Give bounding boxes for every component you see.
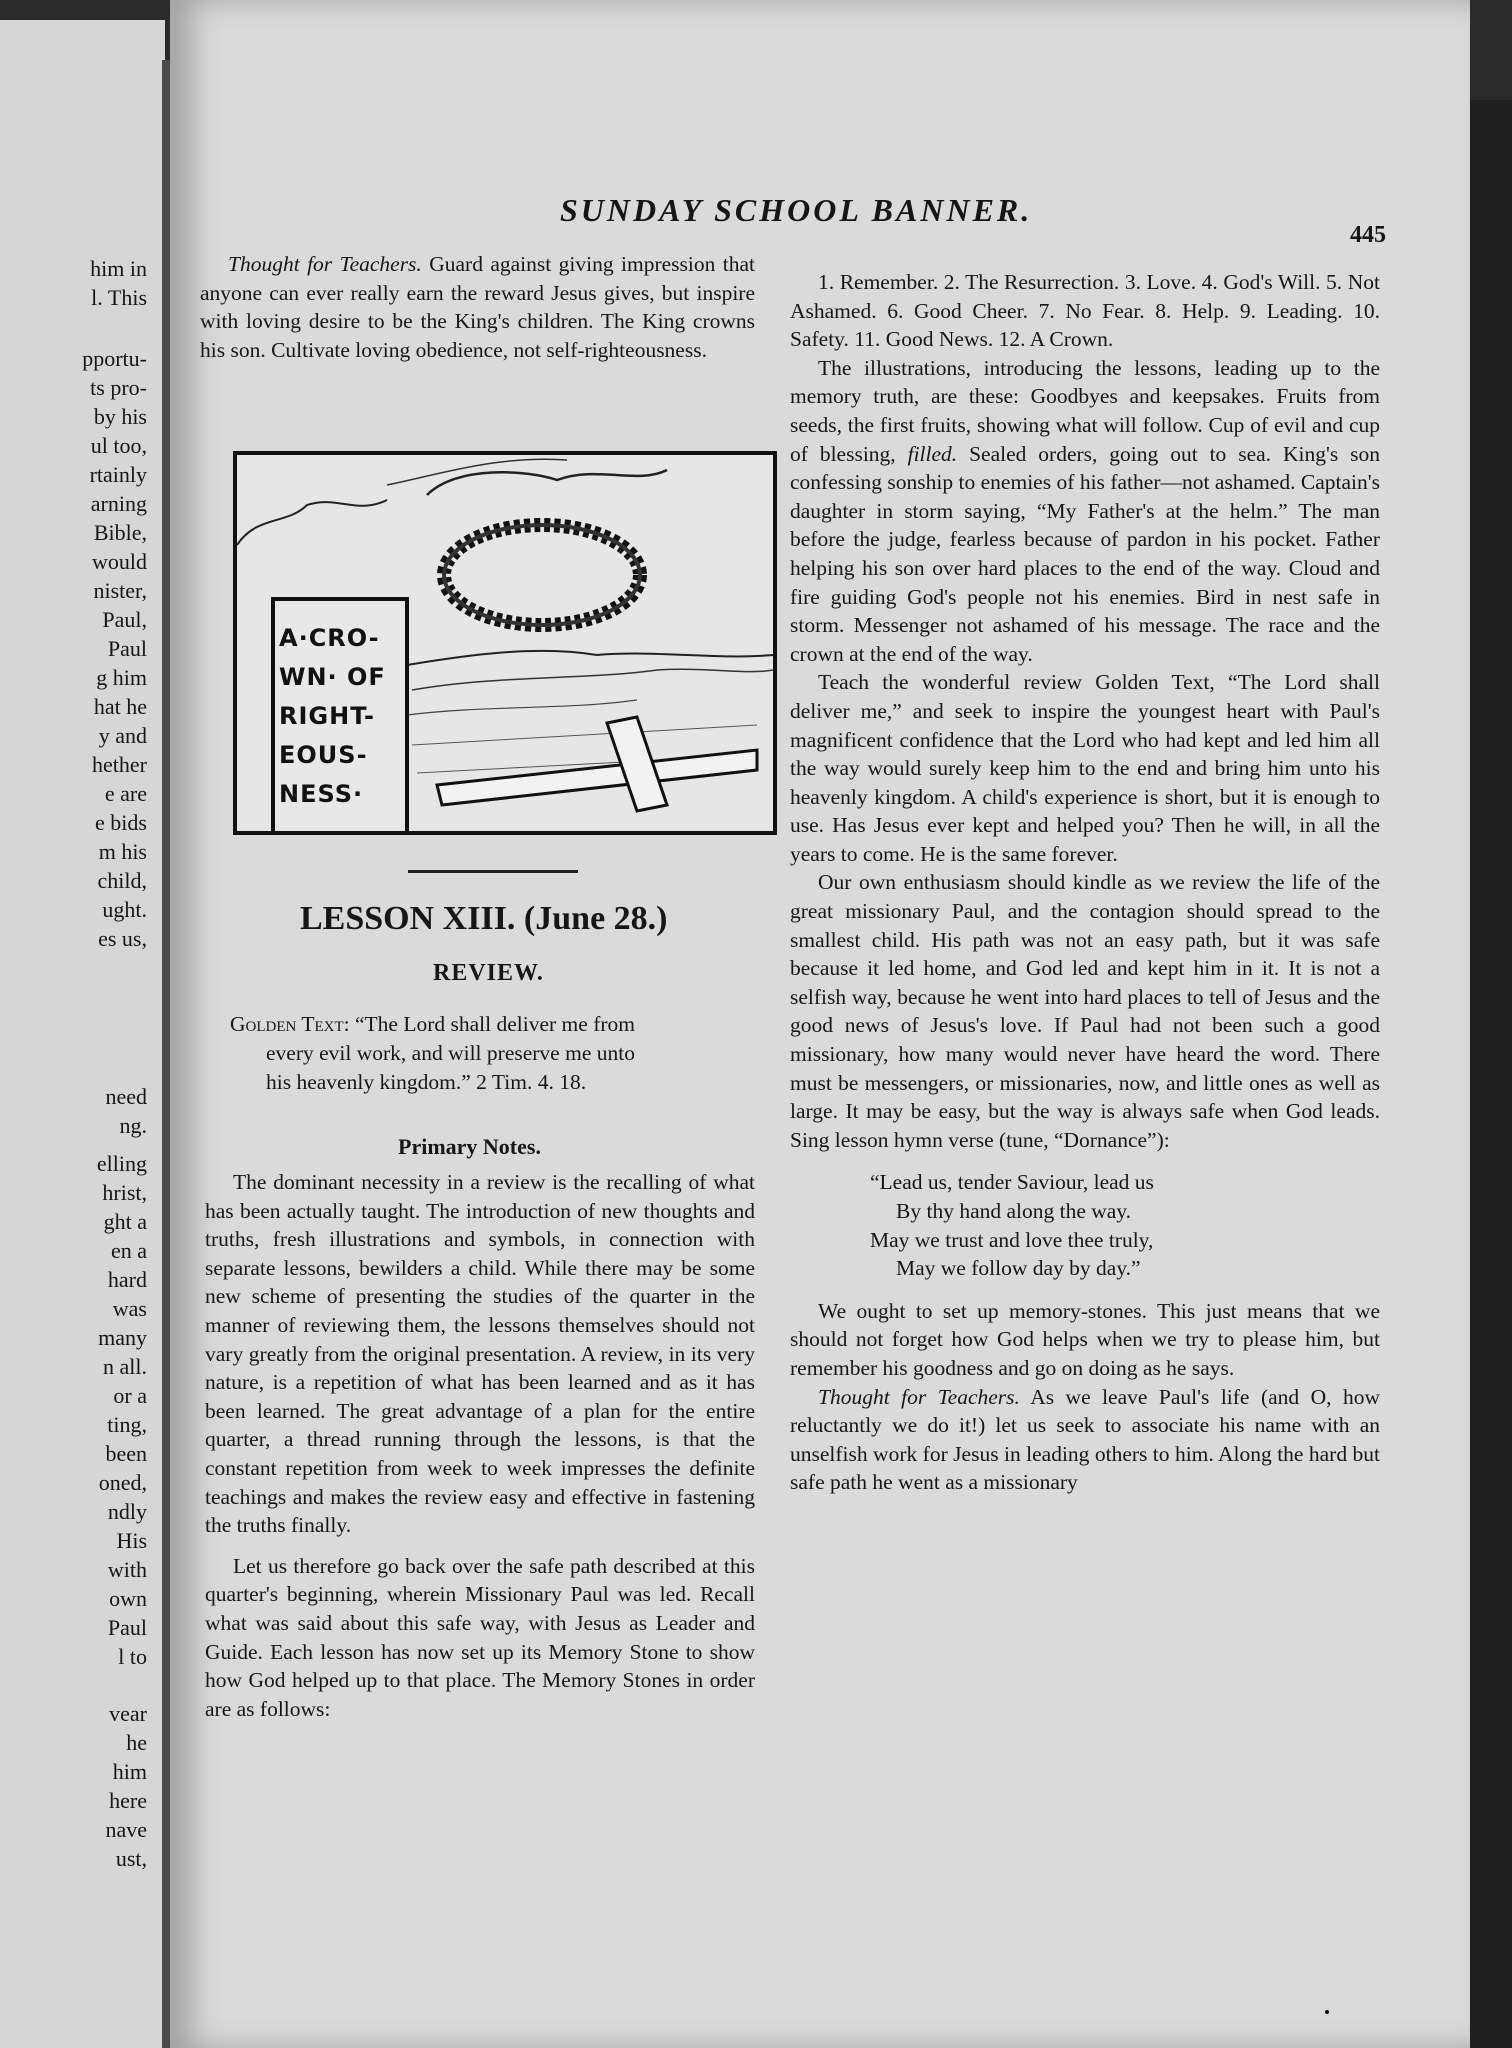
- crown-of-righteousness-illustration: [233, 451, 777, 835]
- thought-for-teachers-bottom: [790, 1383, 1380, 1497]
- left-page-fragment: pportu-: [82, 346, 147, 371]
- left-page-fragment: Bible,: [93, 520, 147, 545]
- left-page-fragment: ts pro-: [90, 375, 147, 400]
- golden-text: [230, 1010, 770, 1097]
- left-page-fragment: oned,: [98, 1470, 147, 1495]
- primary-notes-heading: Primary Notes.: [398, 1134, 541, 1159]
- left-page-fragment: vear: [109, 1701, 147, 1726]
- page-edge: [1470, 100, 1512, 2048]
- sign-line: A·CRO-: [279, 624, 380, 652]
- illustrations-text-a: The illustrations, introducing the lessons, leading up to the memory truth, are these: Goodbyes and keepsakes. Fruits from seeds, the first fruits, showing what will follow. Cup of evil and cup of blessing,: [790, 355, 1380, 466]
- left-page-fragment: or a: [113, 1383, 147, 1408]
- left-page-fragment: ndly: [107, 1499, 147, 1524]
- left-page-fragment: hether: [92, 752, 147, 777]
- left-page-fragment: arning: [90, 491, 147, 516]
- right-column: [790, 268, 1380, 1497]
- left-page-fragment: Paul: [107, 1615, 147, 1640]
- left-page-fragment: been: [105, 1441, 147, 1466]
- left-page-fragment: ng.: [119, 1113, 147, 1138]
- golden-text-line-3: his heavenly kingdom.” 2 Tim. 4. 18.: [266, 1070, 587, 1094]
- left-page-fragment: g him: [96, 665, 147, 690]
- left-page-fragment: en a: [110, 1238, 147, 1263]
- left-page-fragment: with: [107, 1557, 147, 1582]
- sign-line: RIGHT-: [279, 702, 375, 730]
- left-page-fragment: would: [92, 549, 147, 574]
- left-page-fragment: rtainly: [89, 462, 147, 487]
- hymn-line-4: May we follow day by day.”: [896, 1256, 1141, 1281]
- left-page-fragment: Paul: [107, 636, 147, 661]
- memory-stone-sign: [271, 597, 409, 831]
- left-page-fragment: nister,: [93, 578, 147, 603]
- left-page-fragment: y and: [98, 723, 147, 748]
- left-page-fragment: by his: [93, 404, 147, 429]
- left-page-fragment: n all.: [103, 1354, 147, 1379]
- thought-lead: Thought for Teachers.: [228, 252, 422, 276]
- illustrations-text-b: Sealed orders, going out to sea. King's son confessing sonship to enemies of his father—not ashamed. Captain's daughter in storm saying, “My Father's at the helm.” The man before the judge, fearless because of pardon in his pocket. Father helping his son over hard places to the end of the way. Cloud and fire guiding God's people not his enemies. Bird in nest safe in storm. Messenger not ashamed of his message. The race and the crown at the end of the way.: [790, 441, 1380, 666]
- lesson-title: LESSON XIII. (June 28.): [300, 900, 668, 937]
- primary-paragraph-2: Let us therefore go back over the safe path described at this quarter's beginning, wherein Missionary Paul was led. Recall what was said about this safe way, with Jesus as Leader and Guide. Each lesson has now set up its Memory Stone to show how God helped up to that place. The Memory Stones in order are as follows:: [205, 1553, 755, 1721]
- golden-text-line-1: : “The Lord shall deliver me from: [343, 1012, 635, 1036]
- sign-line: NESS·: [279, 780, 364, 808]
- sign-line: WN· OF: [279, 663, 386, 691]
- ink-speck: [1325, 2010, 1329, 2014]
- hymn-line-2: By thy hand along the way.: [896, 1199, 1132, 1223]
- running-header: SUNDAY SCHOOL BANNER.: [560, 192, 1033, 228]
- enthusiasm-paragraph: Our own enthusiasm should kindle as we review the life of the great missionary Paul, and the contagion should spread to the smallest child. His path was not an easy path, but it was safe because it led home, and God led and kept him in it. It is not a selfish way, because he went into hard places to tell of Jesus and the good news of Jesus's love. If Paul had not been such a good missionary, how many would never have heard the word. There must be messengers, or missionaries, now, and little ones as well as large. It may be easy, but the way is always safe when God leads. Sing lesson hymn verse (tune, “Dornance”):: [790, 870, 1380, 1152]
- left-page-fragment: ght a: [103, 1209, 147, 1234]
- left-page-fragment: Paul,: [102, 607, 147, 632]
- left-page-fragment: many: [98, 1325, 147, 1350]
- left-page-fragment: m his: [98, 839, 147, 864]
- left-page-fragment: ught.: [102, 897, 147, 922]
- left-page-fragment: ting,: [107, 1412, 147, 1437]
- left-page-fragment: hard: [107, 1267, 147, 1292]
- thought-text: Guard against giving impression that anyone can ever really earn the reward Jesus gives, but inspire with loving desire to be the King's children. The King crowns his son. Cultivate loving obedience, not self-righteousness.: [200, 252, 756, 362]
- primary-paragraph-1: The dominant necessity in a review is the recalling of what has been actually taught. The introduction of new thoughts and truths, fresh illustrations and symbols, in connection with separate lessons, bewilders a child. While there may be some new scheme of presenting the studies of the quarter in the manner of reviewing them, the lessons themselves should not vary greatly from the original presentation. A review, in its very nature, is a repetition of what has been learned and as it has been learned. The great advantage of a plan for the entire quarter, a thread running through the lessons, is that the constant repetition from week to week impresses the definite teachings and makes the review easy and effective in fastening the truths finally.: [205, 1170, 755, 1538]
- memory-stones-list: 1. Remember. 2. The Resurrection. 3. Love. 4. God's Will. 5. Not Ashamed. 6. Good Cheer. 7. No Fear. 8. Help. 9. Leading. 10. Safety. 11. Good News. 12. A Crown.: [790, 270, 1380, 352]
- section-divider: [408, 870, 578, 873]
- primary-notes-body: [205, 1168, 755, 1723]
- thought-bottom-lead: Thought for Teachers.: [818, 1384, 1020, 1409]
- left-page-fragment: child,: [97, 868, 147, 893]
- left-page-fragment: l. This: [91, 285, 147, 310]
- left-page-fragment: es us,: [98, 926, 147, 951]
- left-page-fragment: His: [116, 1528, 147, 1553]
- hymn-line-1: “Lead us, tender Saviour, lead us: [870, 1170, 1154, 1195]
- thought-for-teachers-top: [200, 250, 755, 364]
- left-page-fragment: l to: [118, 1644, 147, 1669]
- golden-text-line-2: every evil work, and will preserve me unto: [266, 1041, 635, 1065]
- page-number: 445: [1350, 222, 1386, 248]
- left-page-fragment: he: [126, 1730, 147, 1755]
- thought-bottom-text: As we leave Paul's life (and O, how reluctantly we do it!) let us seek to associate his name with an unselfish work for Jesus in leading others to him. Along the hard but safe path he went as a missionary: [790, 1384, 1380, 1495]
- left-page-fragment: own: [109, 1586, 147, 1611]
- hymn-line-3: May we trust and love thee truly,: [870, 1227, 1154, 1252]
- golden-text-teaching-paragraph: Teach the wonderful review Golden Text, “The Lord shall deliver me,” and seek to inspire the youngest heart with Paul's magnificent confidence that the Lord who had kept and led him all the way would surely keep him to the end and bring him unto his heavenly kingdom. A child's experience is short, but it is enough to use. Has Jesus ever kept and helped you? Then he will, in all the years to come. He is the same forever.: [790, 670, 1380, 866]
- left-page: [0, 20, 165, 2048]
- left-page-fragment: here: [109, 1788, 147, 1813]
- illustrations-paragraph: [790, 354, 1380, 669]
- left-page-fragment: nave: [105, 1817, 147, 1842]
- memory-stones-paragraph: We ought to set up memory-stones. This just means that we should not forget how God helps when we try to please him, but remember his goodness and go on doing as he says.: [790, 1298, 1380, 1380]
- illustrations-text-italic: filled.: [907, 441, 958, 466]
- left-page-fragment: him in: [90, 256, 147, 281]
- left-page-fragment: e are: [104, 781, 147, 806]
- left-page-fragment: elling: [96, 1151, 147, 1176]
- left-page-fragment: ust,: [115, 1846, 147, 1871]
- left-page-fragment: e bids: [95, 810, 147, 835]
- left-page-fragment: hrist,: [102, 1180, 147, 1205]
- left-page-fragment: hat he: [93, 694, 147, 719]
- left-page-fragment: was: [112, 1296, 147, 1321]
- hymn-verse: [790, 1168, 1380, 1282]
- left-page-fragment: ul too,: [90, 433, 147, 458]
- golden-text-label: Golden Text: [230, 1012, 344, 1036]
- left-page-fragment: him: [112, 1759, 147, 1784]
- sign-line: EOUS-: [279, 741, 368, 769]
- sign-text: [279, 619, 403, 814]
- lesson-subtitle: REVIEW.: [433, 960, 544, 986]
- left-page-fragment: need: [105, 1084, 147, 1109]
